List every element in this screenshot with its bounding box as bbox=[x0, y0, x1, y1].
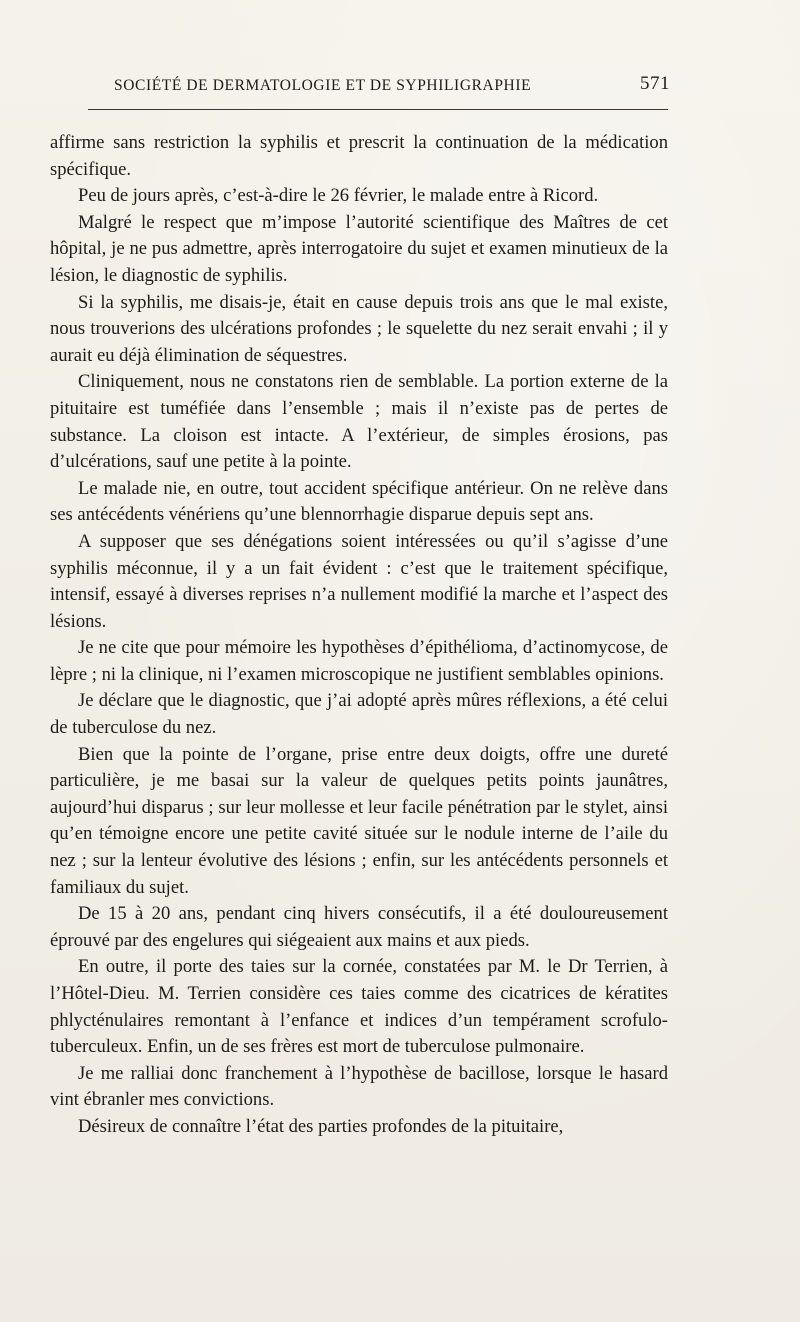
paragraph: Bien que la pointe de l’organe, prise entre deux doigts, offre une dureté particulière, je me basai sur la valeur de quelques petits points jaunâtres, aujourd’hui disparus ; sur leur mollesse et leur facile pénétration par le stylet, ainsi qu’en témoigne encore une petite cavité située sur le nodule interne de l’aile du nez ; sur la lenteur évolutive des lésions ; enfin, sur les antécédents personnels et familiaux du sujet. bbox=[50, 743, 668, 898]
paragraph: A supposer que ses dénégations soient intéressées ou qu’il s’agisse d’une syphilis méconnue, il y a un fait évident : c’est que le traitement spécifique, intensif, essayé à diverses reprises n’a nullement modifié la marche et l’aspect des lésions. bbox=[50, 530, 668, 632]
paragraph: Malgré le respect que m’impose l’autorité scientifique des Maîtres de cet hôpital, je ne pus admettre, après interrogatoire du sujet et examen minutieux de la lésion, le diagnostic de syphilis. bbox=[50, 211, 668, 286]
paragraph: Si la syphilis, me disais-je, était en cause depuis trois ans que le mal existe, nous trouverions des ulcérations profondes ; le squelette du nez serait envahi ; il y aurait eu déjà élimination de séquestres. bbox=[50, 291, 668, 366]
paragraph: En outre, il porte des taies sur la cornée, constatées par M. le Dr Terrien, à l’Hôtel-Dieu. M. Terrien considère ces taies comme des cicatrices de kératites phlycténulaires remontant à l’enfance et indices d’un tempérament scrofulo-tuberculeux. Enfin, un de ses frères est mort de tuberculose pulmonaire. bbox=[50, 956, 668, 1058]
page-number: 571 bbox=[640, 73, 670, 94]
running-head bbox=[114, 73, 670, 101]
paragraph: Peu de jours après, c’est-à-dire le 26 février, le malade entre à Ricord. bbox=[78, 185, 599, 207]
paragraph: Je déclare que le diagnostic, que j’ai adopté après mûres réflexions, a été celui de tuberculose du nez. bbox=[50, 690, 668, 739]
paragraph: Le malade nie, en outre, tout accident spécifique antérieur. On ne relève dans ses antécédents vénériens qu’une blennorrhagie disparue depuis sept ans. bbox=[50, 477, 668, 526]
body-text bbox=[50, 130, 668, 1141]
paragraph: affirme sans restriction la syphilis et prescrit la continuation de la médication spécifique. bbox=[50, 132, 668, 180]
paragraph: De 15 à 20 ans, pendant cinq hivers consécutifs, il a été douloureusement éprouvé par des engelures qui siégeaient aux mains et aux pieds. bbox=[50, 903, 668, 951]
paragraph: Je ne cite que pour mémoire les hypothèses d’épithélioma, d’actinomycose, de lèpre ; ni la clinique, ni l’examen microscopique ne justifient semblables opinions. bbox=[50, 637, 668, 685]
running-title: SOCIÉTÉ DE DERMATOLOGIE ET DE SYPHILIGRAPHIE bbox=[114, 77, 532, 94]
paragraph: Désireux de connaître l’état des parties profondes de la pituitaire, bbox=[78, 1115, 564, 1137]
header-rule bbox=[88, 109, 668, 110]
paragraph: Cliniquement, nous ne constatons rien de semblable. La portion externe de la pituitaire est tuméfiée dans l’ensemble ; mais il n’existe pas de pertes de substance. La cloison est intacte. A l’extérieur, de simples érosions, pas d’ulcérations, sauf une petite à la pointe. bbox=[50, 371, 668, 473]
paragraph: Je me ralliai donc franchement à l’hypothèse de bacillose, lorsque le hasard vint ébranler mes convictions. bbox=[50, 1062, 668, 1111]
